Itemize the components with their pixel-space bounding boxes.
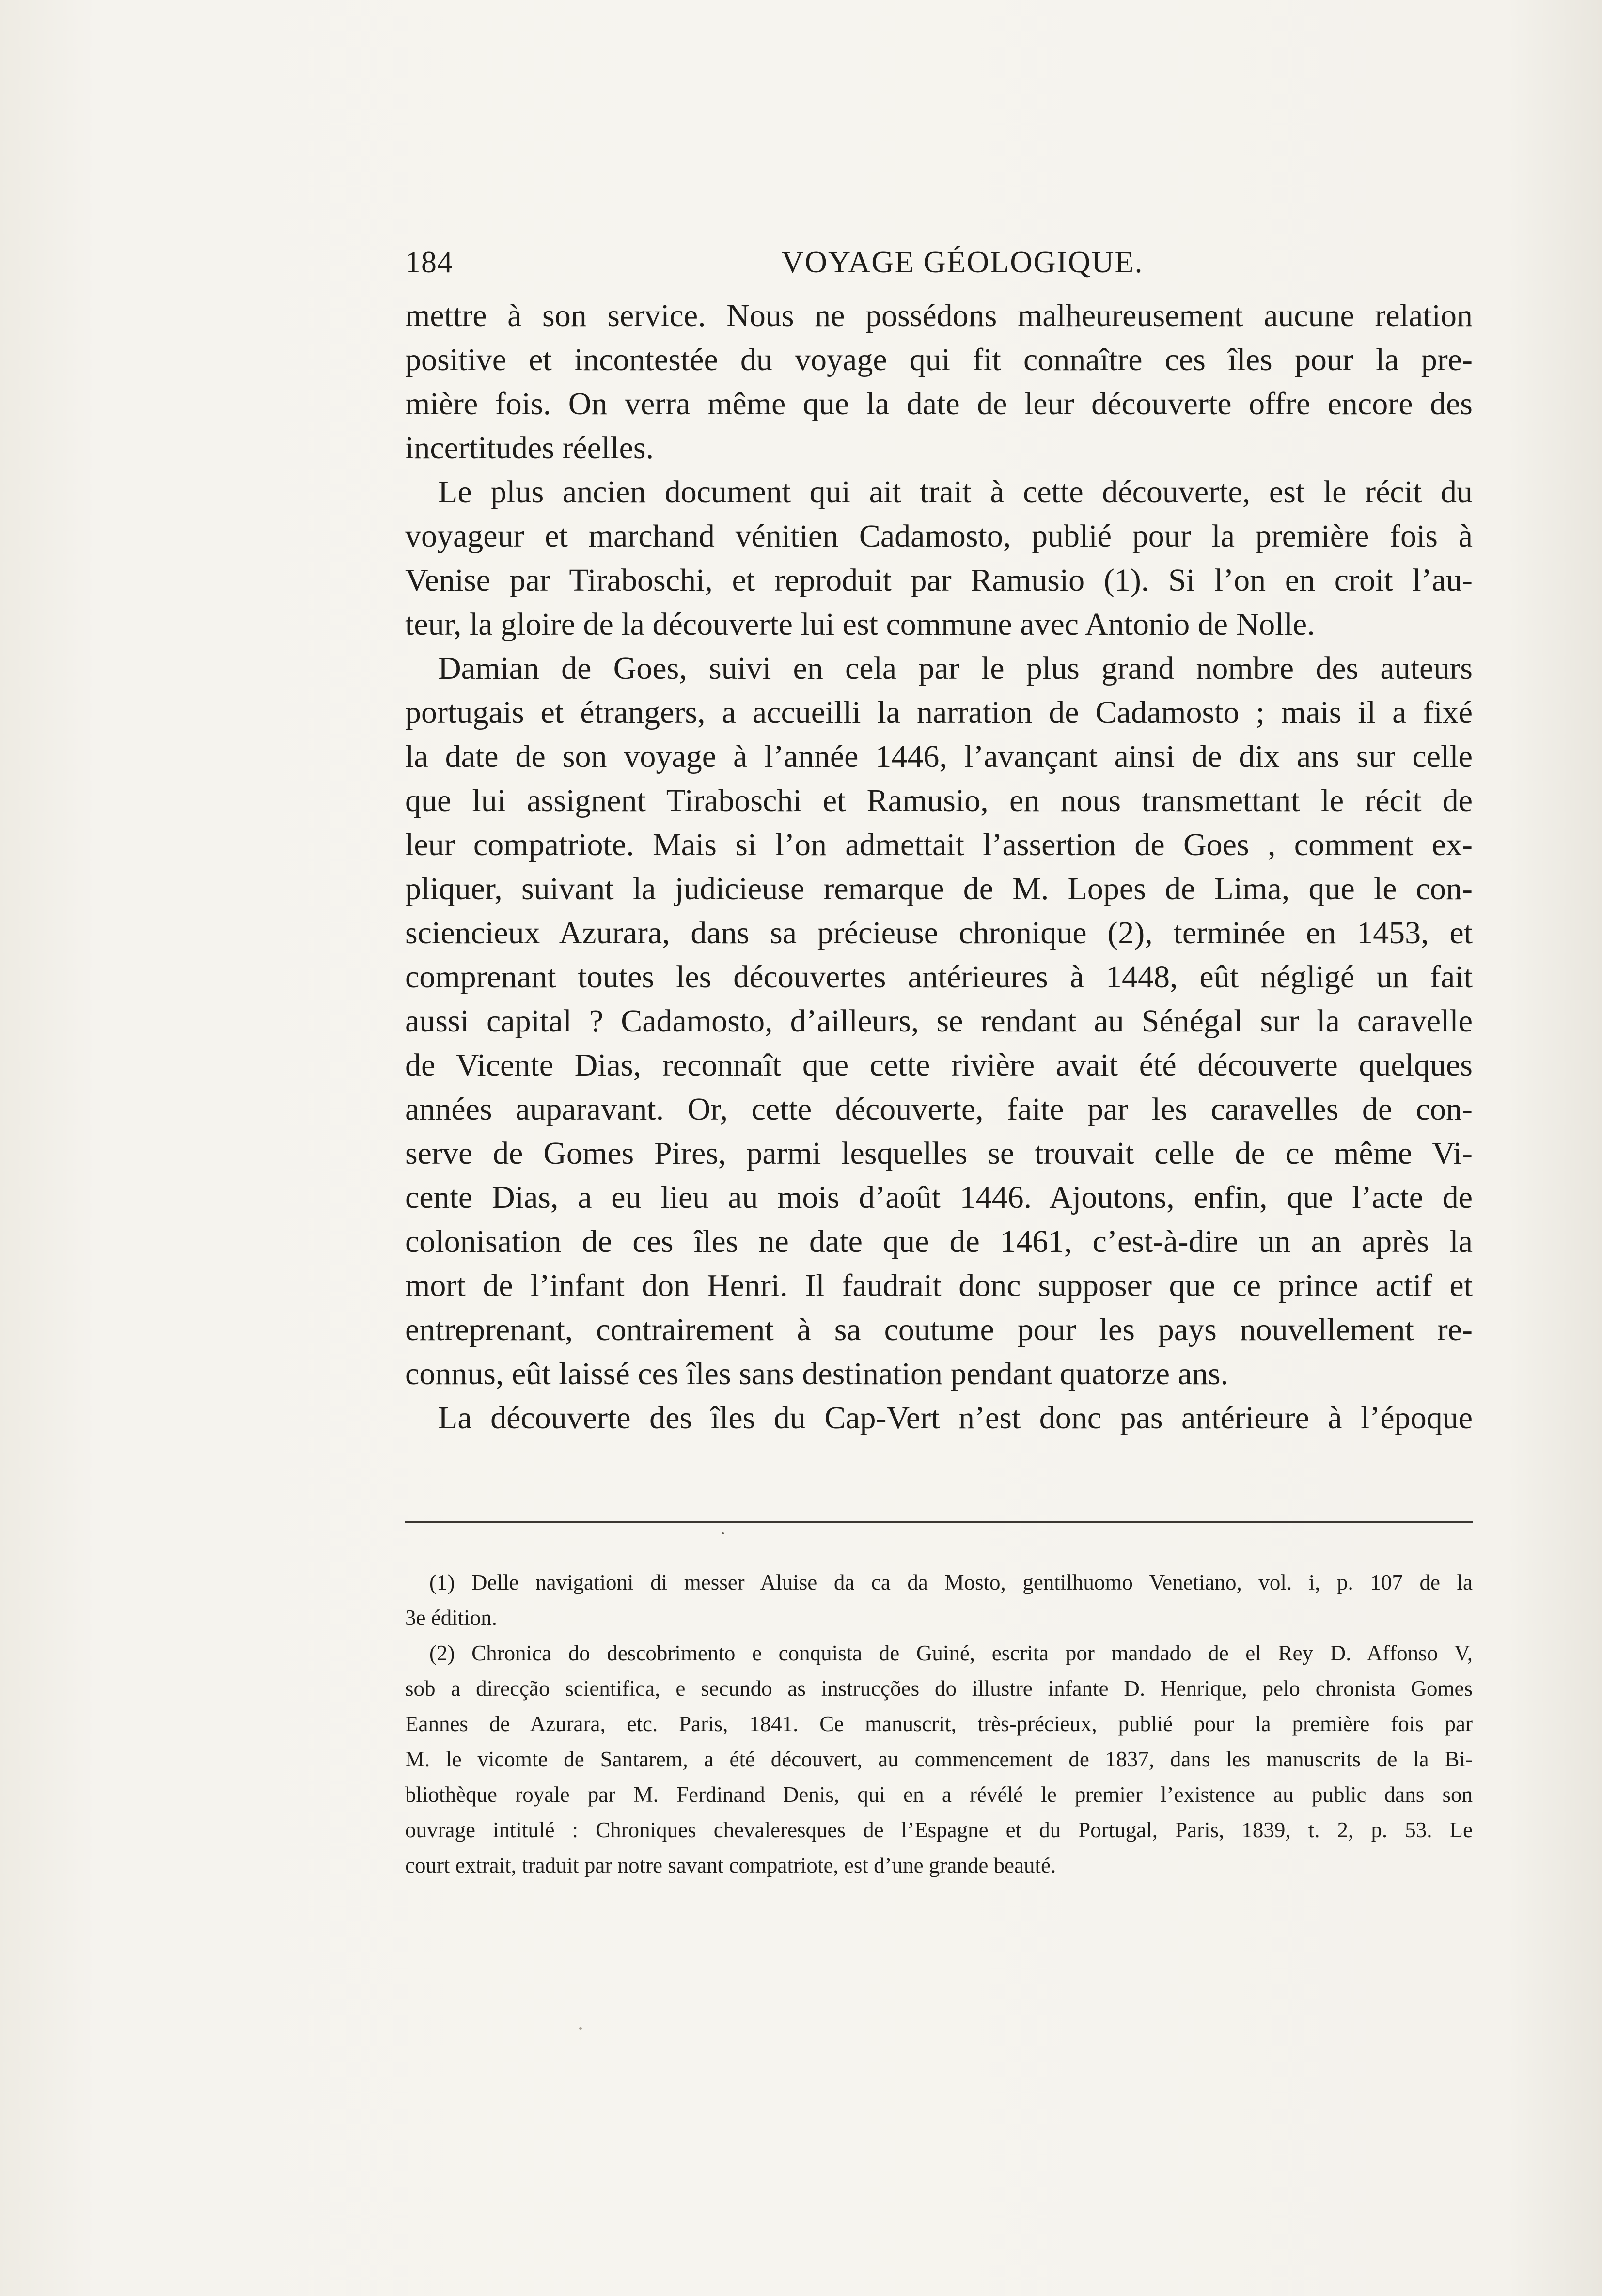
text-line: connus, eût laissé ces îles sans destination pendant quatorze ans. bbox=[405, 1356, 1229, 1391]
text-line: serve de Gomes Pires, parmi lesquelles se trouvait celle de ce même Vi- bbox=[405, 1136, 1473, 1171]
text-line: comprenant toutes les découvertes antérieures à 1448, eût négligé un fait bbox=[405, 959, 1473, 995]
text-line: que lui assignent Tiraboschi et Ramusio, en nous transmettant le récit de bbox=[405, 783, 1473, 818]
paper-speck bbox=[579, 2027, 582, 2030]
footnote-line: sob a direcção scientifica, e secundo as instrucções do illustre infante D. Henrique, pelo chronista Gomes bbox=[405, 1676, 1473, 1701]
text-line: cente Dias, a eu lieu au mois d’août 1446. Ajoutons, enfin, que l’acte de bbox=[405, 1180, 1473, 1215]
text-line: pliquer, suivant la judicieuse remarque de M. Lopes de Lima, que le con- bbox=[405, 871, 1473, 906]
text-line: Venise par Tiraboschi, et reproduit par Ramusio (1). Si l’on en croit l’au- bbox=[405, 562, 1473, 598]
text-line: aussi capital ? Cadamosto, d’ailleurs, se rendant au Sénégal sur la caravelle bbox=[405, 1003, 1473, 1039]
running-title: VOYAGE GÉOLOGIQUE. bbox=[781, 245, 1144, 279]
footnote-line: M. le vicomte de Santarem, a été découvert, au commencement de 1837, dans les manuscrits de la Bi- bbox=[405, 1747, 1473, 1771]
main-text bbox=[405, 294, 1473, 1440]
text-line: teur, la gloire de la découverte lui est commune avec Antonio de Nolle. bbox=[405, 607, 1315, 642]
footnote-line: (2) Chronica do descobrimento e conquista de Guiné, escrita por mandado de el Rey D. Affonso V, bbox=[429, 1641, 1473, 1665]
footnote-separator bbox=[405, 1521, 1473, 1523]
text-line: leur compatriote. Mais si l’on admettait l’assertion de Goes , comment ex- bbox=[405, 827, 1473, 862]
footnote-line: court extrait, traduit par notre savant compatriote, est d’une grande beauté. bbox=[405, 1853, 1056, 1877]
footnote-line: bliothèque royale par M. Ferdinand Denis, qui en a révélé le premier l’existence au public dans son bbox=[405, 1782, 1473, 1807]
text-line: mettre à son service. Nous ne possédons malheureusement aucune relation bbox=[405, 298, 1473, 333]
footnotes bbox=[405, 1565, 1473, 1883]
text-line: Le plus ancien document qui ait trait à cette découverte, est le récit du bbox=[438, 474, 1473, 510]
page-header bbox=[405, 240, 1473, 284]
text-line: voyageur et marchand vénitien Cadamosto, publié pour la première fois à bbox=[405, 518, 1473, 554]
page-number: 184 bbox=[405, 245, 453, 279]
footnote-line: Eannes de Azurara, etc. Paris, 1841. Ce manuscrit, très-précieux, publié pour la première fois par bbox=[405, 1712, 1473, 1736]
text-line: sciencieux Azurara, dans sa précieuse chronique (2), terminée en 1453, et bbox=[405, 915, 1473, 951]
text-line: années auparavant. Or, cette découverte, faite par les caravelles de con- bbox=[405, 1092, 1473, 1127]
text-line: mière fois. On verra même que la date de leur découverte offre encore des bbox=[405, 386, 1473, 422]
text-line: la date de son voyage à l’année 1446, l’avançant ainsi de dix ans sur celle bbox=[405, 739, 1473, 774]
footnote-line: (1) Delle navigationi di messer Aluise da ca da Mosto, gentilhuomo Venetiano, vol. i, p. 107 de la bbox=[429, 1570, 1473, 1594]
text-line: colonisation de ces îles ne date que de 1461, c’est-à-dire un an après la bbox=[405, 1224, 1473, 1259]
footnote-line: 3e édition. bbox=[405, 1606, 497, 1630]
text-line: Damian de Goes, suivi en cela par le plus grand nombre des auteurs bbox=[438, 651, 1473, 686]
text-line: portugais et étrangers, a accueilli la narration de Cadamosto ; mais il a fixé bbox=[405, 695, 1473, 730]
separator-dot bbox=[722, 1532, 724, 1534]
footnote-line: ouvrage intitulé : Chroniques chevaleresques de l’Espagne et du Portugal, Paris, 1839, t. 2, p. 53. Le bbox=[405, 1818, 1473, 1842]
text-line: La découverte des îles du Cap-Vert n’est donc pas antérieure à l’époque bbox=[438, 1400, 1473, 1436]
text-line: positive et incontestée du voyage qui fit connaître ces îles pour la pre- bbox=[405, 342, 1473, 377]
text-line: mort de l’infant don Henri. Il faudrait donc supposer que ce prince actif et bbox=[405, 1268, 1473, 1303]
text-line: entreprenant, contrairement à sa coutume pour les pays nouvellement re- bbox=[405, 1312, 1473, 1347]
text-line: de Vicente Dias, reconnaît que cette rivière avait été découverte quelques bbox=[405, 1047, 1473, 1083]
text-line: incertitudes réelles. bbox=[405, 430, 654, 466]
